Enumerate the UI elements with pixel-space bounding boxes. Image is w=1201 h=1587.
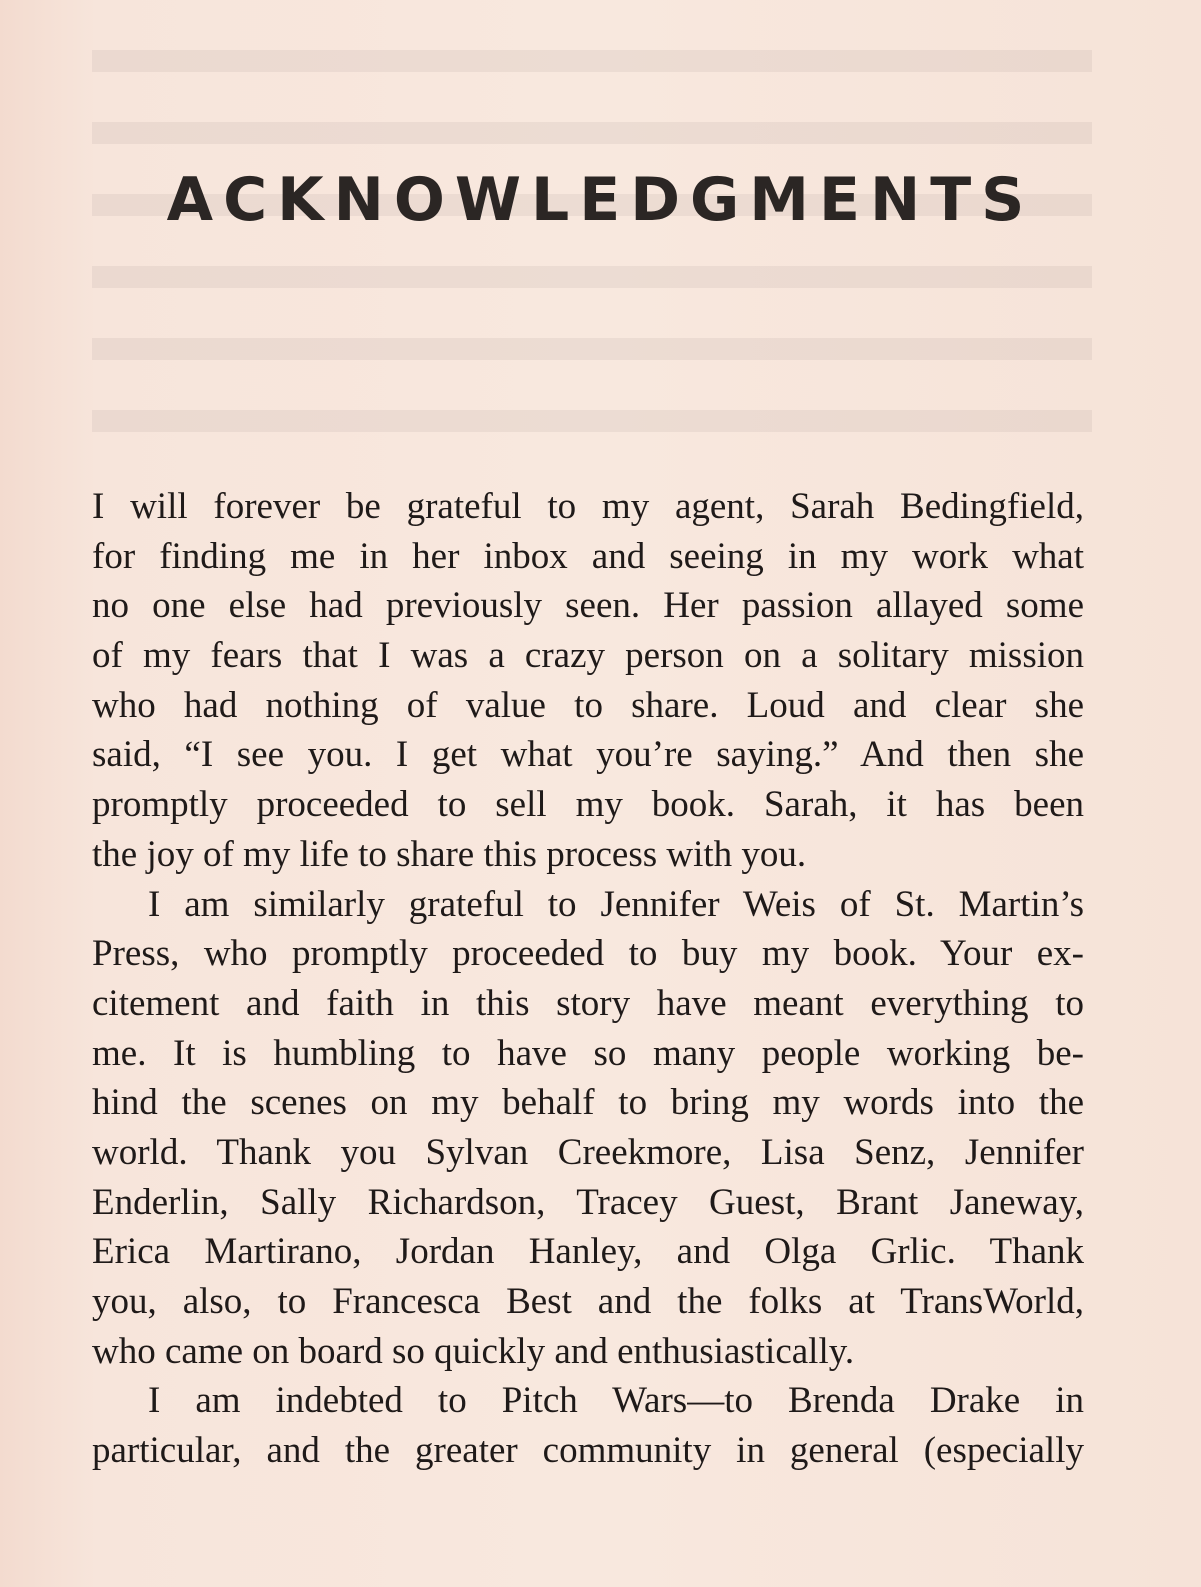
text-line: who had nothing of value to share. Loud and clear she bbox=[92, 684, 1084, 726]
text-line: hind the scenes on my behalf to bring my words into the bbox=[92, 1082, 1084, 1124]
text-line: Erica Martirano, Jordan Hanley, and Olga Grlic. Thank bbox=[92, 1231, 1084, 1273]
text-line: you, also, to Francesca Best and the folks at TransWorld, bbox=[92, 1281, 1084, 1322]
acknowledgments-body bbox=[92, 482, 1084, 1476]
text-line: Enderlin, Sally Richardson, Tracey Guest, Brant Janeway, bbox=[92, 1181, 1084, 1223]
text-line: said, “I see you. I get what you’re saying.” And then she bbox=[92, 734, 1084, 776]
text-line: who came on board so quickly and enthusiastically. bbox=[92, 1330, 855, 1372]
text-line: Press, who promptly proceeded to buy my book. Your ex- bbox=[92, 933, 1084, 975]
text-line: I am indebted to Pitch Wars—to Brenda Drake in bbox=[148, 1380, 1084, 1422]
chapter-heading: ACKNOWLEDGMENTS bbox=[166, 165, 1035, 235]
text-line: me. It is humbling to have so many people working be- bbox=[92, 1032, 1084, 1074]
text-line: the joy of my life to share this process with you. bbox=[92, 833, 807, 875]
text-line: I am similarly grateful to Jennifer Weis of St. Martin’s bbox=[148, 883, 1084, 925]
text-line: of my fears that I was a crazy person on a solitary mission bbox=[92, 635, 1084, 677]
text-line: citement and faith in this story have meant everything to bbox=[92, 982, 1084, 1024]
text-line: for finding me in her inbox and seeing in my work what bbox=[92, 535, 1084, 577]
text-line: world. Thank you Sylvan Creekmore, Lisa Senz, Jennifer bbox=[92, 1131, 1084, 1173]
text-line: particular, and the greater community in general (especially bbox=[92, 1430, 1084, 1472]
text-line: no one else had previously seen. Her passion allayed some bbox=[92, 585, 1084, 627]
text-line: promptly proceeded to sell my book. Sarah, it has been bbox=[92, 784, 1084, 826]
text-line: I will forever be grateful to my agent, Sarah Bedingfield, bbox=[92, 486, 1084, 527]
